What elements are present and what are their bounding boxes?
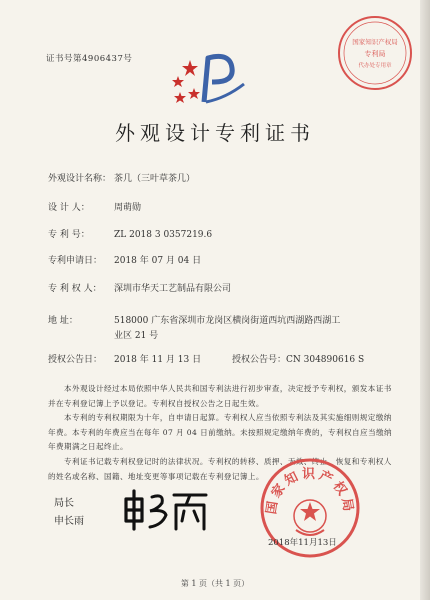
cnipa-logo-icon (168, 48, 252, 110)
field-label: 授权公告日： (48, 355, 103, 365)
field-grant-date (48, 352, 364, 365)
certificate-title: 外观设计专利证书 (115, 121, 315, 145)
field-value: 518000 广东省深圳市龙岗区横岗街道西坑西湖路西湖工 (114, 316, 341, 326)
paragraph-grant: 本外观设计经过本局依照中华人民共和国专利法进行初步审查，决定授予专利权，颁发本证书并在专利登记簿上予以登记。专利权自授权公告之日起生效。 (48, 384, 392, 408)
svg-text:代办处专用章: 代办处专用章 (358, 63, 392, 69)
paragraph-record: 专利证书记载专利权登记时的法律状况。专利权的转移、质押、无效、终止、恢复和专利权人的姓名或名称、国籍、地址变更等事项记载在专利登记簿上。 (48, 457, 392, 481)
field-value: ZL 2018 3 0357219.6 (114, 230, 213, 240)
field-label: 外观设计名称： (48, 174, 112, 184)
field-value: 周萌勋 (114, 203, 142, 213)
field-address (48, 313, 340, 326)
field-value: 2018 年 07 月 04 日 (114, 256, 202, 266)
director-signature-icon (118, 487, 210, 533)
field-value: 深圳市华天工艺制品有限公司 (114, 284, 232, 294)
scan-edge-shadow (420, 0, 430, 600)
field-designer (48, 200, 141, 213)
field-label: 专 利 号： (48, 230, 90, 240)
seal-text: 国家知识产权局 (264, 467, 356, 516)
address-line-2: 业区 21 号 (114, 331, 159, 341)
field-design-name (48, 171, 195, 184)
director-name: 申长雨 (54, 516, 84, 527)
field-label: 专利申请日： (48, 256, 103, 266)
svg-text:专利局: 专利局 (364, 50, 386, 58)
field-label: 地 址： (48, 316, 78, 326)
grant-publication-number: 授权公告号：CN 304890616 S (232, 355, 365, 365)
agency-seal-icon (336, 14, 414, 92)
certificate-number: 证书号第4906437号 (46, 54, 133, 64)
field-value: 茶几（三叶草茶几） (114, 174, 196, 184)
field-patent-number (48, 227, 212, 240)
field-value: 2018 年 11 月 13 日 (114, 355, 202, 365)
page-footer: 第 1 页（共 1 页） (180, 579, 250, 588)
field-patentee (48, 281, 231, 294)
field-label: 设 计 人： (48, 203, 90, 213)
field-filing-date (48, 253, 201, 266)
field-label: 专 利 权 人： (48, 284, 102, 294)
issue-date: 2018年11月13日 (268, 538, 337, 548)
svg-text:国家知识产权局: 国家知识产权局 (352, 38, 398, 46)
director-title: 局长 (54, 498, 74, 509)
paragraph-term: 本专利的专利权期限为十年，自申请日起算。专利权人应当依照专利法及其实施细则规定缴纳年费。本专利的年费应当在每年 07 月 04 日前缴纳。未按照规定缴纳年费的，专利权自应当缴纳年费期满之日起终止。 (48, 413, 392, 452)
